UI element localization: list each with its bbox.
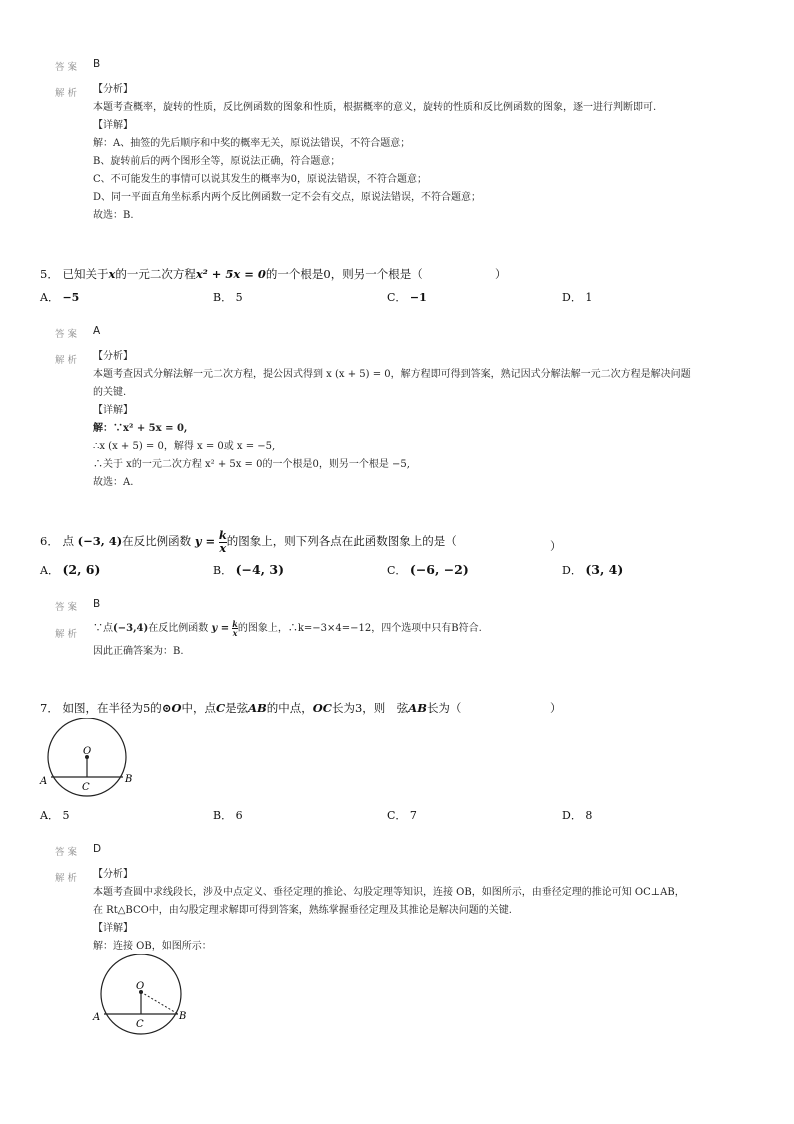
answer-value: B xyxy=(93,58,101,70)
option-letter: D． xyxy=(562,291,582,304)
analysis-line: 本题考查因式分解法解一元二次方程，提公因式得到 x (x + 5) = 0，解方程即可得到答案，熟记因式分解法解一元二次方程是解决问题 xyxy=(93,369,691,380)
analysis-block xyxy=(93,81,656,225)
fraction-denominator: x xyxy=(219,540,227,555)
analysis-line: 【分析】 xyxy=(93,869,133,880)
analysis-block xyxy=(93,866,685,956)
math-fraction xyxy=(219,530,227,554)
option-b[interactable] xyxy=(213,562,284,578)
answer-label: 答案 xyxy=(55,602,81,613)
analysis-text: ∵点 xyxy=(93,623,113,634)
option-value: (−6, −2) xyxy=(409,562,469,577)
math-equation: x² + 5x = 0 xyxy=(195,267,266,281)
analysis-label: 解析 xyxy=(55,629,81,640)
analysis-block xyxy=(93,348,691,492)
analysis-label: 解析 xyxy=(55,88,81,99)
analysis-text: 的图象上，∴k=−3×4=−12，四个选项中只有B符合. xyxy=(237,623,482,634)
stem-text: 长为3，则 弦 xyxy=(331,701,409,715)
option-letter: C． xyxy=(387,809,407,822)
option-letter: C． xyxy=(387,291,407,304)
analysis-line: 在 Rt△BCO中，由勾股定理求解即可得到答案，熟练掌握垂径定理及其推论是解决问题的关键. xyxy=(93,905,512,916)
answer-value: B xyxy=(93,598,101,610)
analysis-label: 解析 xyxy=(55,355,81,366)
option-value: 7 xyxy=(409,809,417,822)
question-number: 7． xyxy=(40,701,59,715)
analysis-line: ∴关于 x的一元二次方程 x² + 5x = 0的一个根是0，则另一个根是 −5, xyxy=(93,459,410,470)
question-stem xyxy=(40,266,423,282)
stem-text: 的中点， xyxy=(266,701,313,715)
analysis-line: ∴x (x + 5) = 0，解得 x = 0或 x = −5, xyxy=(93,441,276,452)
circle-figure xyxy=(34,718,138,798)
math-func-lhs: y = xyxy=(194,534,216,548)
analysis-line: 因此正确答案为：B. xyxy=(93,646,184,657)
option-letter: D． xyxy=(562,564,582,577)
answer-label: 答案 xyxy=(55,329,81,340)
stem-close: ） xyxy=(550,539,562,553)
analysis-text: 在反比例函数 xyxy=(148,623,209,634)
option-d[interactable] xyxy=(562,562,623,578)
option-value: (2, 6) xyxy=(62,562,101,577)
answer-label: 答案 xyxy=(55,62,81,73)
option-letter: A． xyxy=(40,809,59,822)
label-b: B xyxy=(179,1011,187,1022)
option-c[interactable] xyxy=(387,562,469,578)
stem-text: 的一个根是0，则另一个根是（ xyxy=(265,267,423,281)
stem-text: 长为（ xyxy=(426,701,462,715)
stem-close: ） xyxy=(550,701,562,715)
option-value: (−4, 3) xyxy=(235,562,284,577)
stem-text: 中，点 xyxy=(181,701,216,715)
answer-value: A xyxy=(93,325,101,337)
option-d[interactable] xyxy=(562,289,592,305)
math-var: OC xyxy=(312,701,332,715)
question-number: 5． xyxy=(40,267,59,281)
answer-label: 答案 xyxy=(55,847,81,858)
answer-value: D xyxy=(93,843,102,855)
analysis-line: 解：A、抽签的先后顺序和中奖的概率无关，原说法错误，不符合题意； xyxy=(93,138,411,149)
label-a: A xyxy=(40,776,48,787)
analysis-line: C、不可能发生的事情可以说其发生的概率为0，原说法错误，不符合题意； xyxy=(93,174,428,185)
option-letter: A． xyxy=(40,564,59,577)
stem-text: 的图象上，则下列各点在此函数图象上的是（ xyxy=(226,534,457,548)
stem-text: 的一元二次方程 xyxy=(115,267,196,281)
option-value: 8 xyxy=(585,809,593,822)
option-c[interactable] xyxy=(387,289,427,305)
analysis-line: 【分析】 xyxy=(93,84,133,95)
option-value: −1 xyxy=(409,291,427,304)
analysis-line: 本题考查概率，旋转的性质，反比例函数的图象和性质，根据概率的意义，旋转的性质和反比例函数的图象，逐一进行判断即可. xyxy=(93,102,657,113)
math-var: AB xyxy=(408,701,427,715)
option-letter: A． xyxy=(40,291,59,304)
stem-text: 已知关于 xyxy=(62,267,109,281)
stem-text: 如图，在半径为5的 xyxy=(62,701,162,715)
analysis-label: 解析 xyxy=(55,873,81,884)
label-o: O xyxy=(136,981,145,992)
circle-figure-solution xyxy=(88,954,192,1036)
option-a[interactable] xyxy=(40,807,69,823)
math-var: AB xyxy=(248,701,267,715)
option-value: 1 xyxy=(585,291,593,304)
option-letter: C． xyxy=(387,564,407,577)
stem-text: 点 xyxy=(62,534,74,548)
option-letter: B． xyxy=(213,809,233,822)
math-var: C xyxy=(215,701,226,715)
analysis-line: 解：∵x² + 5x = 0, xyxy=(93,423,188,434)
math-func-lhs: y = xyxy=(211,623,230,634)
option-letter: B． xyxy=(213,291,233,304)
option-d[interactable] xyxy=(562,807,592,823)
option-b[interactable] xyxy=(213,807,243,823)
segment-ob xyxy=(141,992,178,1014)
analysis-line: 故选：B. xyxy=(93,210,134,221)
analysis-line: 故选：A. xyxy=(93,477,134,488)
option-value: (3, 4) xyxy=(585,562,624,577)
fraction-numerator: k xyxy=(218,528,227,542)
math-circle: ⊙O xyxy=(161,701,182,715)
option-value: 5 xyxy=(235,291,243,304)
label-o: O xyxy=(83,746,92,757)
question-number: 6． xyxy=(40,534,59,548)
analysis-line: B、旋转前后的两个图形全等，原说法正确，符合题意； xyxy=(93,156,341,167)
stem-text: 在反比例函数 xyxy=(122,534,192,548)
analysis-line xyxy=(93,620,482,638)
analysis-line: 【详解】 xyxy=(93,923,133,934)
analysis-line: D、同一平面直角坐标系内两个反比例函数一定不会有交点，原说法错误，不符合题意； xyxy=(93,192,482,203)
math-point: (−3, 4) xyxy=(77,534,123,548)
math-var: x xyxy=(108,267,116,281)
option-value: 6 xyxy=(235,809,243,822)
label-a: A xyxy=(93,1012,101,1023)
analysis-line: 本题考查圆中求线段长，涉及中点定义、垂径定理的推论、勾股定理等知识，连接 OB，如图所示，由垂径定理的推论可知 OC⊥AB， xyxy=(93,887,685,898)
option-value: 5 xyxy=(62,809,70,822)
option-letter: D． xyxy=(562,809,582,822)
label-c: C xyxy=(82,782,90,793)
option-value: −5 xyxy=(62,291,80,304)
option-c[interactable] xyxy=(387,807,417,823)
fraction-denominator: x xyxy=(232,628,238,638)
option-a[interactable] xyxy=(40,562,100,578)
analysis-line: 【详解】 xyxy=(93,405,133,416)
option-b[interactable] xyxy=(213,289,243,305)
analysis-line: 【分析】 xyxy=(93,351,133,362)
option-letter: B． xyxy=(213,564,233,577)
stem-text: 是弦 xyxy=(225,701,249,715)
question-stem xyxy=(40,530,457,554)
label-c: C xyxy=(136,1019,144,1030)
fraction-numerator: k xyxy=(232,619,238,629)
analysis-line: 【详解】 xyxy=(93,120,133,131)
analysis-line: 解：连接 OB，如图所示： xyxy=(93,941,212,952)
math-point: (−3,4) xyxy=(113,623,149,634)
stem-close: ） xyxy=(495,267,507,281)
option-a[interactable] xyxy=(40,289,79,305)
analysis-line: 的关键. xyxy=(93,387,127,398)
question-stem xyxy=(40,700,461,716)
label-b: B xyxy=(125,774,133,785)
